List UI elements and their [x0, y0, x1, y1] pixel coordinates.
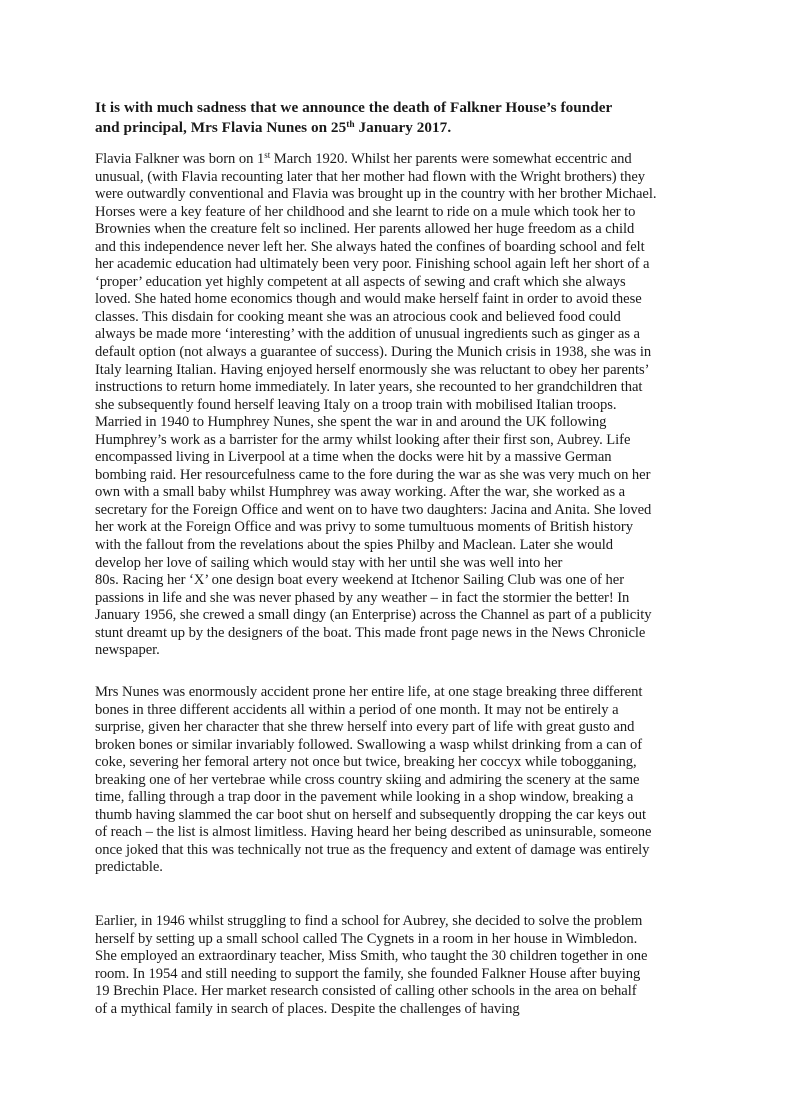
paragraph-school-founding: [95, 913, 755, 1018]
paragraph-line: 80s. Racing her ‘X’ one design boat every weekend at Itchenor Sailing Club was one of her: [95, 572, 625, 589]
paragraph-line: Brownies when the creature felt so inclined. Her parents allowed her huge freedom as a child: [95, 221, 635, 238]
paragraph-line: loved. She hated home economics though and would make herself faint in order to avoid these: [95, 291, 642, 308]
paragraph-line: her academic education had ultimately been very poor. Finishing school again left her short of a: [95, 256, 650, 273]
paragraph-accidents: [95, 684, 755, 877]
paragraph-line: Horses were a key feature of her childhood and she learnt to ride on a mule which took her to: [95, 203, 636, 220]
paragraph-line: passions in life and she was never phased by any weather – in fact the stormier the better! In: [95, 589, 630, 606]
heading-line-2-date: January 2017.: [354, 119, 452, 136]
paragraph-line: with the fallout from the revelations about the spies Philby and Maclean. Later she would: [95, 537, 613, 554]
birth-ordinal-suffix: st: [264, 150, 271, 161]
heading-line-2: [95, 118, 735, 138]
paragraph-early-life: [95, 151, 755, 660]
paragraph-line: of reach – the list is almost limitless. Having heard her being described as uninsurable, someone: [95, 824, 652, 841]
paragraph-line: Married in 1940 to Humphrey Nunes, she spent the war in and around the UK following: [95, 414, 607, 431]
paragraph-line: secretary for the Foreign Office and went on to have two daughters: Jacina and Anita. She loved: [95, 501, 652, 518]
paragraph-line: newspaper.: [95, 642, 160, 659]
paragraph-line: Humphrey’s work as a barrister for the army whilst looking after their first son, Aubrey. Life: [95, 431, 631, 448]
paragraph-line: bombing raid. Her resourcefulness came to the fore during the war as she was very much on her: [95, 466, 651, 483]
line-text: Flavia Falkner was born on 1: [95, 151, 265, 167]
paragraph-line: her work at the Foreign Office and was privy to some tumultuous moments of British history: [95, 519, 633, 536]
paragraph-line: Italy learning Italian. Having enjoyed herself enormously she was reluctant to obey her parents’: [95, 361, 650, 378]
paragraph-line: were outwardly conventional and Flavia was brought up in the country with her brother Michael.: [95, 186, 657, 203]
paragraph-line: and this independence never left her. She always hated the confines of boarding school and felt: [95, 238, 645, 255]
paragraph-line: broken bones or similar invariably followed. Swallowing a wasp whilst drinking from a can of: [95, 736, 643, 753]
heading-line-2-text: and principal, Mrs Flavia Nunes on 25: [95, 119, 347, 136]
paragraph-line: breaking one of her vertebrae while cross country skiing and admiring the scenery at the same: [95, 771, 640, 788]
paragraph-line: encompassed living in Liverpool at a time when the docks were hit by a massive German: [95, 449, 612, 466]
paragraph-line: unusual, (with Flavia recounting later that her mother had flown with the Wright brothers) they: [95, 168, 646, 185]
paragraph-line: predictable.: [95, 859, 163, 876]
paragraph-line: [95, 151, 755, 169]
line-text: March 1920. Whilst her parents were somewhat eccentric and: [270, 151, 632, 167]
paragraph-line: develop her love of sailing which would stay with her until she was well into her: [95, 554, 563, 571]
paragraph-line: she subsequently found herself leaving Italy on a troop train with mobilised Italian troops.: [95, 396, 617, 413]
paragraph-line: Earlier, in 1946 whilst struggling to find a school for Aubrey, she decided to solve the problem: [95, 913, 643, 929]
paragraph-line: She employed an extraordinary teacher, Miss Smith, who taught the 30 children together in one: [95, 948, 648, 965]
paragraph-line: Mrs Nunes was enormously accident prone her entire life, at one stage breaking three different: [95, 684, 643, 700]
paragraph-line: always be made more ‘interesting’ with the addition of unusual ingredients such as ginger as a: [95, 326, 640, 343]
paragraph-line: thumb having slammed the car boot shut on herself and subsequently dropping the car keys out: [95, 806, 647, 823]
paragraph-line: default option (not always a guarantee of success). During the Munich crisis in 1938, she was in: [95, 344, 652, 361]
heading-line-1: It is with much sadness that we announce the death of Falkner House’s founder: [95, 99, 613, 116]
paragraph-line: bones in three different accidents all within a period of one month. It may not be entirely a: [95, 701, 619, 718]
date-ordinal-suffix: th: [346, 119, 355, 130]
paragraph-line: herself by setting up a small school called The Cygnets in a room in her house in Wimbledon.: [95, 930, 638, 947]
paragraph-line: once joked that this was technically not true as the frequency and extent of damage was entirely: [95, 841, 650, 858]
paragraph-line: own with a small baby whilst Humphrey was away working. After the war, she worked as a: [95, 484, 626, 501]
paragraph-line: 19 Brechin Place. Her market research consisted of calling other schools in the area on behalf: [95, 983, 637, 1000]
paragraph-line: surprise, given her character that she threw herself into every part of life with great gusto and: [95, 719, 635, 736]
paragraph-line: classes. This disdain for cooking meant she was an atrocious cook and believed food could: [95, 308, 621, 325]
paragraph-line: ‘proper’ education yet highly competent at all aspects of sewing and craft which she always: [95, 273, 626, 290]
obituary-heading: [95, 98, 735, 138]
paragraph-line: January 1956, she crewed a small dingy (an Enterprise) across the Channel as part of a publicity: [95, 607, 652, 624]
paragraph-line: time, falling through a trap door in the pavement while looking in a shop window, breaking a: [95, 789, 634, 806]
paragraph-line: instructions to return home immediately. In later years, she recounted to her grandchildren that: [95, 379, 643, 396]
paragraph-line: stunt dreamt up by the designers of the boat. This made front page news in the News Chronicle: [95, 624, 646, 641]
paragraph-line: room. In 1954 and still needing to support the family, she founded Falkner House after buying: [95, 965, 641, 982]
paragraph-line: coke, severing her femoral artery not once but twice, breaking her coccyx while tobogganing,: [95, 754, 637, 771]
paragraph-line: of a mythical family in search of places. Despite the challenges of having: [95, 1000, 520, 1017]
